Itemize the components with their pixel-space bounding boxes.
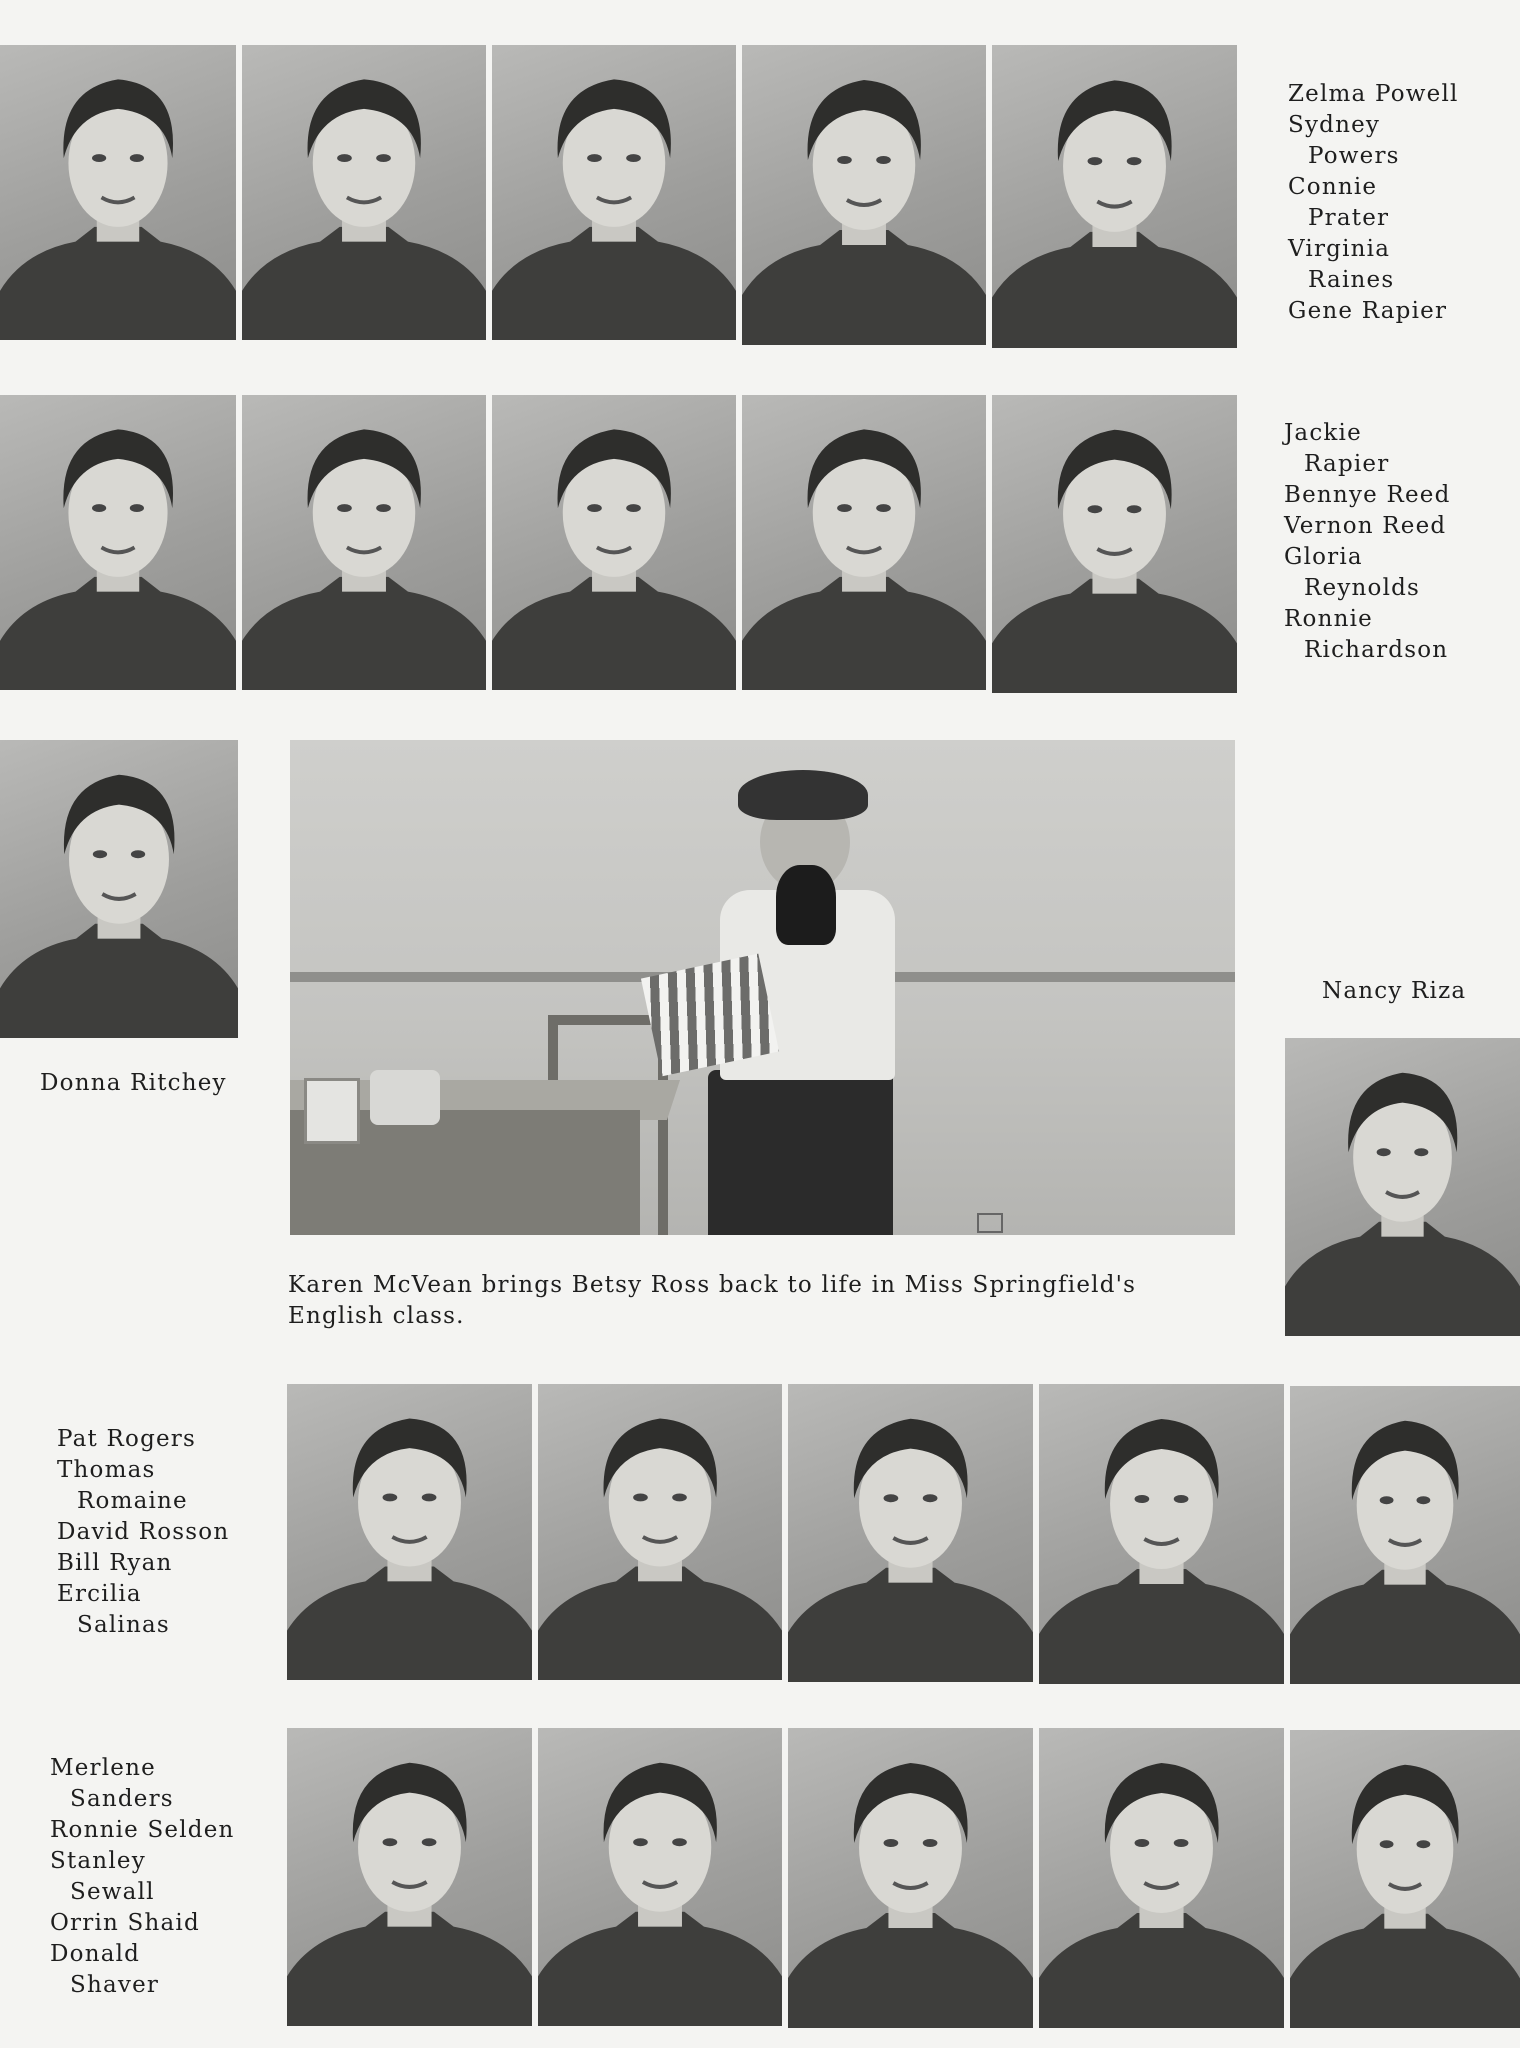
portrait-photo (287, 1728, 532, 2026)
portrait-photo (287, 1384, 532, 1680)
student-name: Connie (1288, 174, 1378, 200)
student-name: Romaine (77, 1488, 188, 1514)
portrait-photo (0, 45, 236, 340)
portrait-photo (788, 1728, 1033, 2028)
student-name: Vernon Reed (1284, 513, 1447, 539)
row4-name-list (50, 1753, 235, 2001)
photo-caption-line-2: English class. (288, 1303, 465, 1329)
student-name: Thomas (57, 1457, 156, 1483)
portrait-photo (788, 1384, 1033, 1682)
student-name: Stanley (50, 1848, 146, 1874)
portrait-photo (0, 740, 238, 1038)
classroom-candid-photo (290, 740, 1235, 1235)
portrait-photo (992, 395, 1237, 693)
row1-name-list (1288, 79, 1459, 327)
student-name: Orrin Shaid (50, 1910, 200, 1936)
student-name: Sewall (70, 1879, 155, 1905)
row2-name-list (1284, 418, 1451, 666)
student-name: Virginia (1288, 236, 1391, 262)
portrait-caption: Nancy Riza (1322, 978, 1467, 1004)
student-name: Gene Rapier (1288, 298, 1448, 324)
photo-caption-line-1: Karen McVean brings Betsy Ross back to life in Miss Springfield's (288, 1272, 1137, 1298)
portrait-photo (242, 45, 486, 340)
portrait-photo (538, 1384, 782, 1680)
portrait-photo (492, 395, 736, 690)
portrait-caption: Donna Ritchey (40, 1070, 227, 1096)
student-name: David Rosson (57, 1519, 230, 1545)
ribbon-bow (776, 865, 836, 945)
portrait-photo (1039, 1384, 1284, 1684)
student-name: Ronnie Selden (50, 1817, 235, 1843)
student-name: Shaver (70, 1972, 160, 1998)
portrait-photo (0, 395, 236, 690)
portrait-photo (992, 45, 1237, 348)
portrait-photo (1285, 1038, 1520, 1336)
wall-outlet (977, 1213, 1003, 1233)
portrait-photo (1039, 1728, 1284, 2028)
student-name: Merlene (50, 1755, 156, 1781)
student-name: Richardson (1304, 637, 1449, 663)
portrait-photo (742, 395, 986, 690)
student-name: Bill Ryan (57, 1550, 173, 1576)
portrait-photo (492, 45, 736, 340)
portrait-photo (1290, 1386, 1520, 1684)
student-name: Zelma Powell (1288, 81, 1459, 107)
bonnet (738, 770, 868, 820)
student-name: Raines (1308, 267, 1395, 293)
costume-skirt (708, 1070, 893, 1235)
student-name: Donald (50, 1941, 141, 1967)
student-name: Powers (1308, 143, 1400, 169)
portrait-photo (742, 45, 986, 345)
student-name: Bennye Reed (1284, 482, 1451, 508)
student-name: Sanders (70, 1786, 174, 1812)
student-name: Ronnie (1284, 606, 1373, 632)
student-name: Gloria (1284, 544, 1363, 570)
row3-name-list (57, 1424, 229, 1641)
student-name: Salinas (77, 1612, 170, 1638)
student-name: Prater (1308, 205, 1390, 231)
portrait-photo (1290, 1730, 1520, 2028)
glass-jar (370, 1070, 440, 1125)
student-name: Ercilia (57, 1581, 142, 1607)
picture-frame (304, 1078, 360, 1144)
student-name: Rapier (1304, 451, 1390, 477)
portrait-photo (242, 395, 486, 690)
student-name: Reynolds (1304, 575, 1421, 601)
student-name: Sydney (1288, 112, 1381, 138)
student-name: Jackie (1284, 420, 1362, 446)
student-name: Pat Rogers (57, 1426, 197, 1452)
portrait-photo (538, 1728, 782, 2026)
